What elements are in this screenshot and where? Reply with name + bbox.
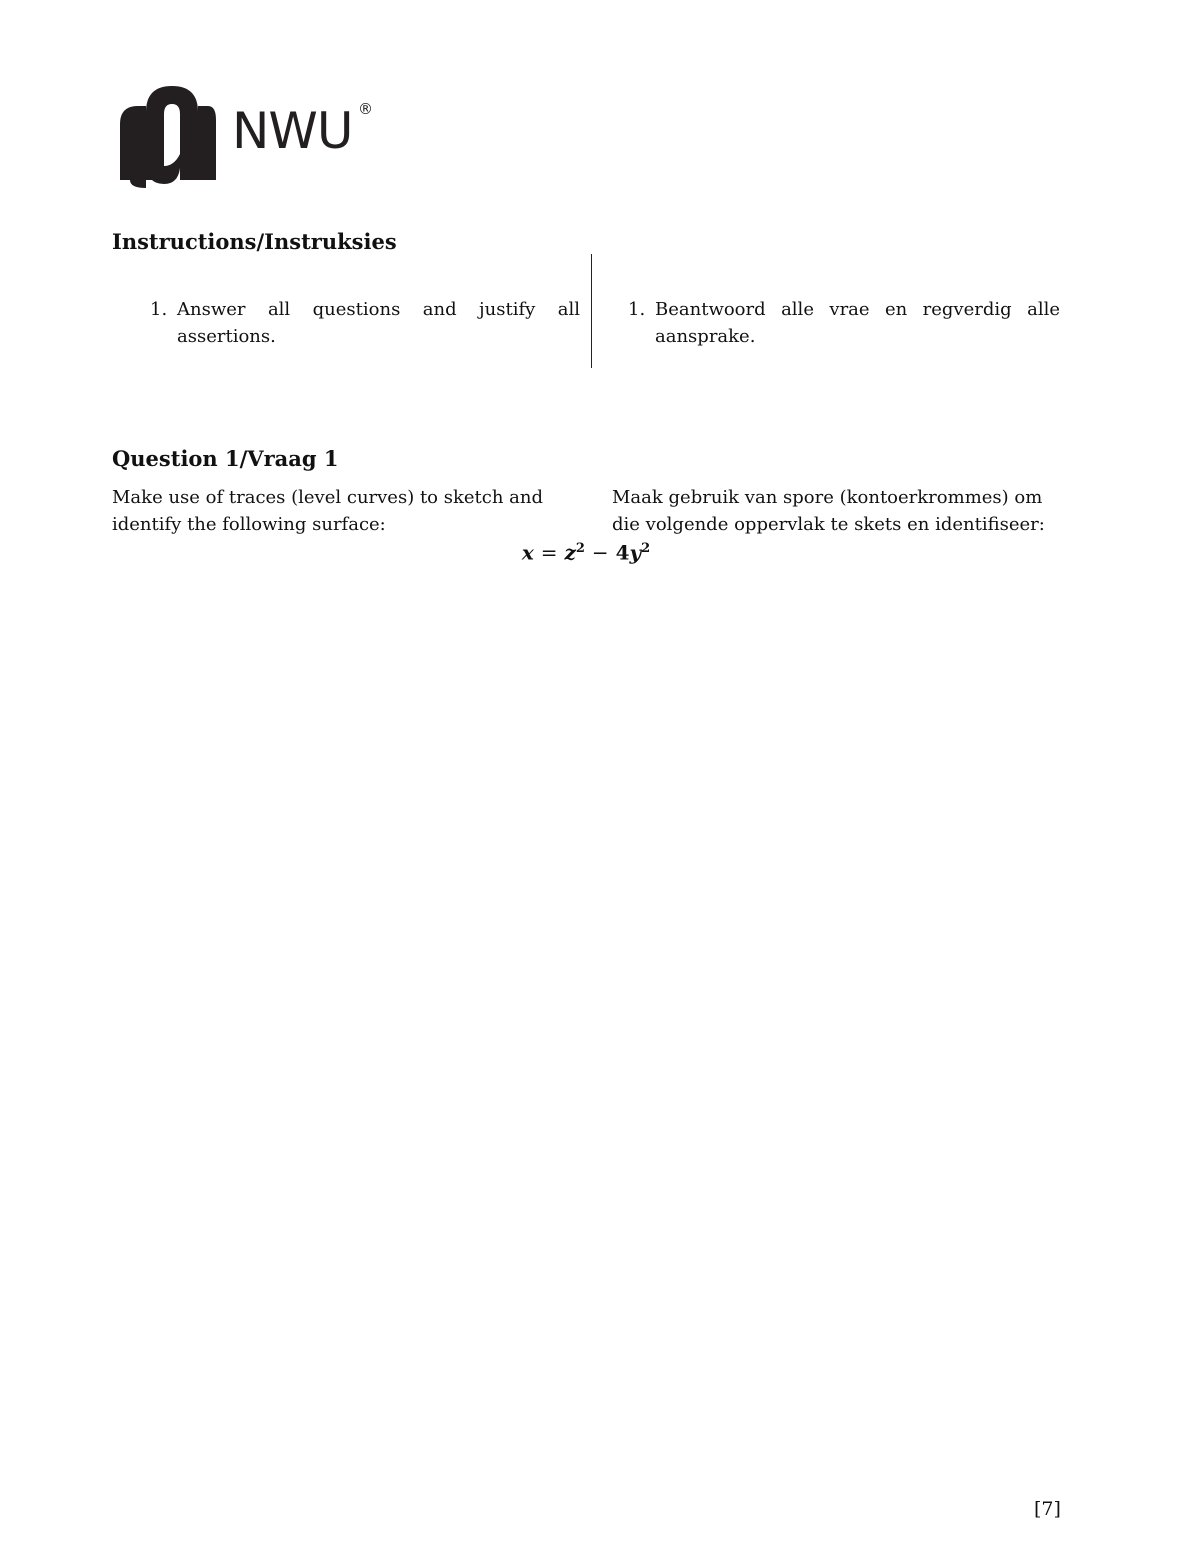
nwu-logo [116,84,376,188]
instruction-number: 1. [628,299,646,320]
equation-term1-base: z [564,540,576,565]
equation-term1-exponent: 2 [575,541,585,556]
question-marks: [7] [1034,1498,1061,1520]
logo-wordmark: NWU [232,102,353,160]
equation-equals: = [540,540,558,565]
registered-mark: ® [358,100,373,118]
equation-term2-exponent: 2 [641,541,651,556]
instruction-number: 1. [150,299,168,320]
instruction-text: Beantwoord alle vrae en regverdig alle aansprake. [655,299,1060,347]
column-divider [591,254,592,368]
instruction-item-english [150,296,580,350]
equation-minus: − [591,540,609,565]
equation-term2-coefficient: 4 [615,540,630,565]
instructions-english [150,296,580,350]
question-text-afrikaans: Maak gebruik van spore (kontoerkrommes) om die volgende oppervlak te skets en identifiseer: [612,487,1045,535]
instruction-text: Answer all questions and justify all assertions. [177,299,580,347]
nwu-emblem-icon [116,84,220,188]
instructions-afrikaans [628,296,1060,350]
instruction-item-afrikaans [628,296,1060,350]
instructions-block [112,254,1062,368]
question-heading: Question 1/Vraag 1 [112,446,339,471]
equation-term2-base: y [629,540,642,565]
equation-lhs: x [521,540,534,565]
question-text-english: Make use of traces (level curves) to sketch and identify the following surface: [112,487,544,535]
instructions-heading: Instructions/Instruksies [112,229,397,254]
surface-equation [0,542,1172,563]
